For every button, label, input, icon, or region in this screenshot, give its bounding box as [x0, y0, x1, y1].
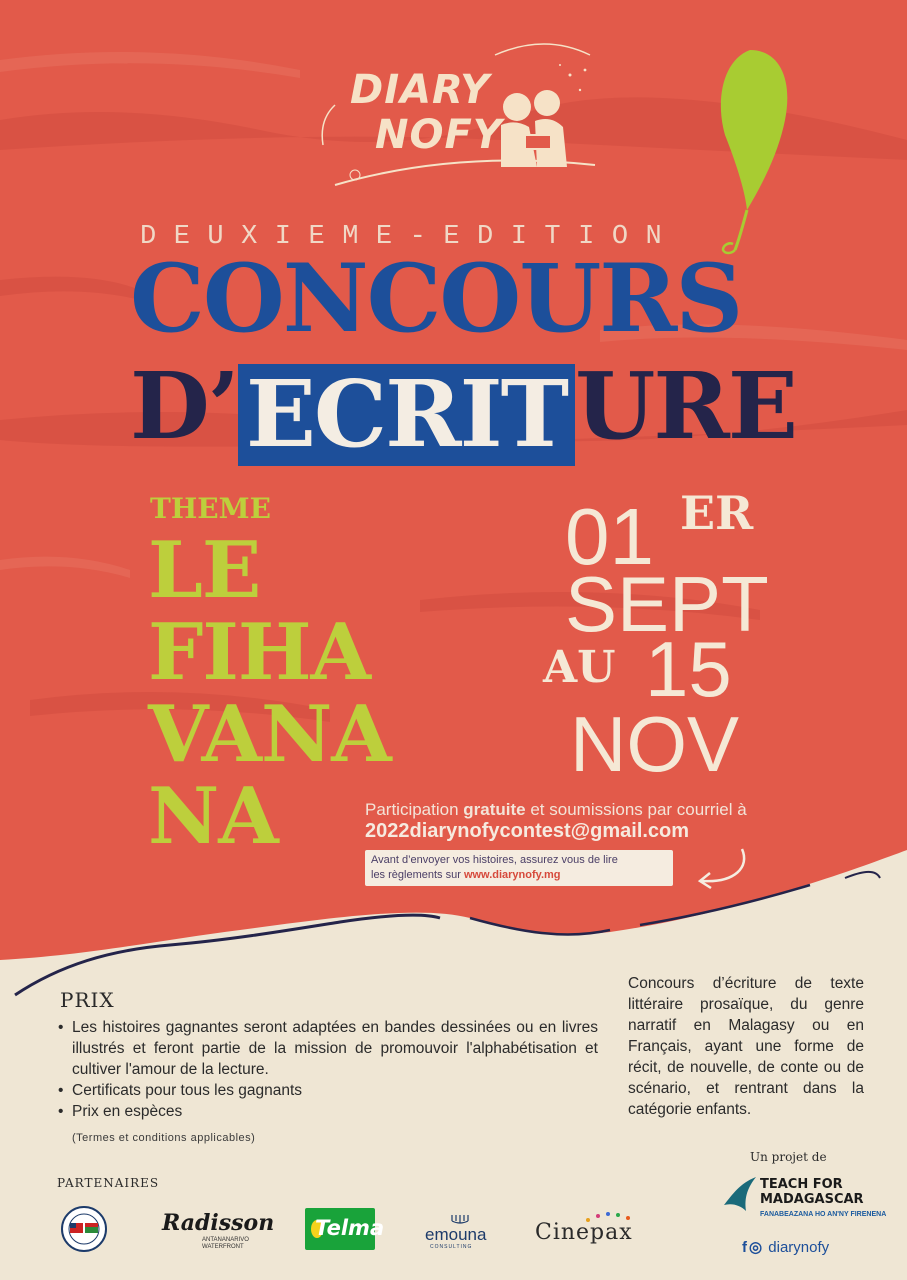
curved-arrow-icon [680, 845, 750, 890]
facebook-icon: f [742, 1239, 747, 1256]
date-superscript: ER [680, 486, 754, 540]
list-item: • Prix en espèces [58, 1101, 598, 1122]
radisson-logo: Radisson ANTANANARIVO WATERFRONT [162, 1210, 275, 1250]
rules-url-link[interactable]: www.diarynofy.mg [463, 869, 561, 881]
list-item: • Certificats pour tous les gagnants [58, 1080, 598, 1101]
theme-line: LE [148, 525, 261, 616]
social-handle[interactable]: f ◎ diarynofy [742, 1239, 830, 1256]
theme-line: NA [148, 771, 278, 862]
logo-line1: DIARY [350, 67, 491, 113]
date-month-start: SEPT [565, 560, 769, 648]
theme-label: THEME [150, 492, 271, 525]
emouna-logo: emouna CONSULTING [425, 1213, 500, 1253]
bird-icon [722, 1175, 758, 1215]
theme-title [148, 525, 391, 862]
prix-title: PRIX [60, 988, 115, 1012]
theme-line: FIHA [148, 607, 371, 698]
contest-description: Concours d’écriture de texte littéraire prosaïque, du genre narratif en Malagasy ou en Français, ayant une forme de récit, de nouvelle, de conte ou de scénario, et rentrant dans la catégorie enfants. [628, 975, 864, 1118]
terms-note: (Termes et conditions applicables) [72, 1132, 256, 1144]
list-item: • Les histoires gagnantes seront adaptées en bandes dessinées ou en livres illustrés et feront partie de la mission de promouvoir l'alphabétisation et cultiver l'amour de la lecture. [58, 1017, 598, 1080]
date-month-end: NOV [570, 700, 740, 788]
instagram-icon: ◎ [749, 1239, 763, 1256]
headline-d-prefix: D’ [130, 352, 238, 460]
partners-label: PARTENAIRES [57, 1176, 160, 1190]
headline-ure: URE [575, 352, 796, 460]
menorah-icon [450, 1213, 470, 1225]
diary-nofy-logo [315, 35, 605, 200]
contest-email[interactable]: 2022diarynofycontest@gmail.com [365, 820, 690, 842]
rules-note: Avant d’envoyer vos histoires, assurez vous de lire les règlements sur www.diarynofy.mg [365, 850, 673, 886]
children-reading-icon [501, 90, 567, 167]
prix-list [58, 1017, 598, 1122]
headline-concours: CONCOURS [130, 244, 742, 354]
date-au: AU [543, 642, 616, 693]
participation-text: Participation gratuite et soumissions par courriel à [365, 800, 747, 819]
headline-ecriture [130, 352, 796, 468]
date-day-end: 15 [645, 625, 732, 713]
theme-line: VANA [148, 689, 391, 780]
date-day-start: 01 [565, 492, 654, 581]
projet-label: Un projet de [750, 1150, 827, 1164]
edition-label: DEUXIEME-EDITION [140, 222, 680, 252]
cinepax-logo: Cinepax [535, 1210, 645, 1250]
headline-ecrit-highlight: ECRIT [238, 364, 575, 466]
teach-for-madagascar-logo: TEACH FOR MADAGASCAR FANABEAZANA HO AN'NY FIRENENA [722, 1173, 862, 1228]
embassy-seal-logo [60, 1205, 108, 1253]
logo-line2: NOFY [375, 112, 503, 158]
telma-logo: Telma [305, 1208, 375, 1250]
